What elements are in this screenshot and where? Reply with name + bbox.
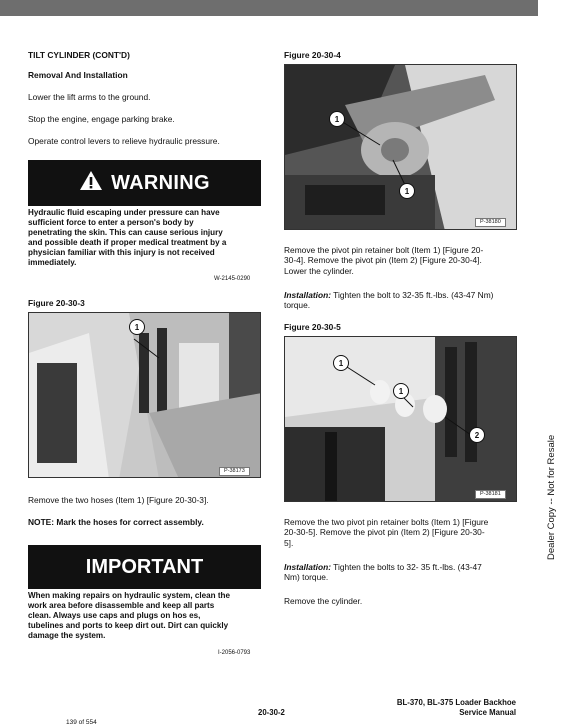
step-2: Stop the engine, engage parking brake.: [28, 114, 175, 124]
figure-3-instruction-text: Remove the two hoses (Item 1) [Figure 20-30-3].: [28, 495, 209, 505]
warning-banner: [28, 160, 261, 206]
warning-title: WARNING: [111, 171, 210, 194]
figure-5-caption: Figure 20-30-5: [284, 322, 341, 332]
installation-text: Nm) torque.: [284, 572, 329, 583]
section-title: TILT CYLINDER (CONT'D): [28, 50, 130, 60]
important-banner: [28, 545, 261, 589]
top-corner-tab: [538, 0, 564, 48]
figure-3-photo: [28, 312, 261, 478]
callout-1: 1: [333, 355, 349, 371]
figure-4-photo: [284, 64, 517, 230]
installation-text: torque.: [284, 300, 311, 311]
figure-4-text-line: Lower the cylinder.: [284, 265, 354, 276]
warning-code: W-2145-0290: [214, 276, 251, 282]
installation-text: Tighten the bolts to 32- 35 ft.-lbs. (43-47: [331, 562, 482, 572]
installation-5: [284, 562, 482, 583]
warning-line: Hydraulic fluid escaping under pressure can have: [28, 208, 220, 217]
installation-label: Installation:: [284, 562, 331, 572]
figure-4-text: [284, 245, 483, 276]
note: NOTE: Mark the hoses for correct assembly.: [28, 517, 204, 527]
figure-5-text-line: Remove the two pivot pin retainer bolts (Item 1) [Figure: [284, 517, 489, 527]
installation-label: Installation:: [284, 290, 331, 300]
warning-line: sufficient force to enter a person's body by: [28, 218, 194, 227]
callout-1-lower: 1: [399, 183, 415, 199]
important-line: clean. Always use caps and plugs on hos es,: [28, 611, 201, 620]
callout-1: 1: [129, 319, 145, 335]
figure-5-photo: [284, 336, 517, 502]
important-line: tubelines and ports to keep dirt out. Dirt can quickly: [28, 621, 229, 630]
warning-line: and possible death if proper medical treatment by a: [28, 238, 227, 247]
important-code: I-2056-0793: [218, 650, 251, 656]
top-bar: [0, 0, 564, 16]
page-count: 139 of 554: [66, 719, 97, 726]
callout-2: 2: [469, 427, 485, 443]
important-line: damage the system.: [28, 631, 106, 640]
warning-triangle-icon: [79, 170, 103, 197]
warning-line: physician familiar with this injury is not received: [28, 248, 215, 257]
figure-4-text-line: Remove the pivot pin retainer bolt (Item 1) [Figure 20-: [284, 245, 484, 255]
callout-1-second: 1: [393, 383, 409, 399]
subheading: Removal And Installation: [28, 70, 128, 80]
step-3: Operate control levers to relieve hydraulic pressure.: [28, 136, 220, 146]
warning-line: penetrating the skin. This can cause serious injury: [28, 228, 223, 237]
side-watermark-text: Dealer Copy -- Not for Resale: [546, 434, 557, 560]
figure-5-pnum: P-38181: [475, 490, 506, 499]
manual-subtitle-line: Service Manual: [459, 707, 516, 717]
figure-5-text-line: 20-30-5]. Remove the pivot pin (Item 2) [Figure 20-30-: [284, 527, 485, 538]
callout-1: 1: [329, 111, 345, 127]
important-title: IMPORTANT: [85, 555, 204, 578]
final-step: Remove the cylinder.: [284, 596, 363, 606]
page-code: 20-30-2: [258, 708, 285, 717]
figure-5-text: [284, 517, 488, 548]
important-text: [28, 591, 261, 641]
figure-5-text-line: 5].: [284, 537, 294, 548]
figure-4-pnum: P-38180: [475, 218, 506, 227]
figure-4-text-line: 30-4]. Remove the pivot pin (Item 2) [Figure 20-30-4].: [284, 255, 482, 266]
important-line: When making repairs on hydraulic system, clean the: [28, 591, 230, 600]
figure-3-instruction: [28, 495, 209, 505]
figure-4-caption: Figure 20-30-4: [284, 50, 341, 60]
figure-3-pnum: P-38173: [219, 467, 250, 476]
manual-title: [382, 698, 516, 717]
important-line: work area before disassemble and keep all parts: [28, 601, 215, 610]
figure-3-caption: Figure 20-30-3: [28, 298, 85, 308]
installation-text: Tighten the bolt to 32-35 ft.-lbs. (43-47 Nm): [331, 290, 494, 300]
step-1: Lower the lift arms to the ground.: [28, 92, 151, 102]
installation-4: [284, 290, 493, 311]
warning-line: immediately.: [28, 258, 77, 267]
manual-title-line: BL-370, BL-375 Loader Backhoe: [396, 698, 516, 707]
warning-text: [28, 208, 261, 268]
